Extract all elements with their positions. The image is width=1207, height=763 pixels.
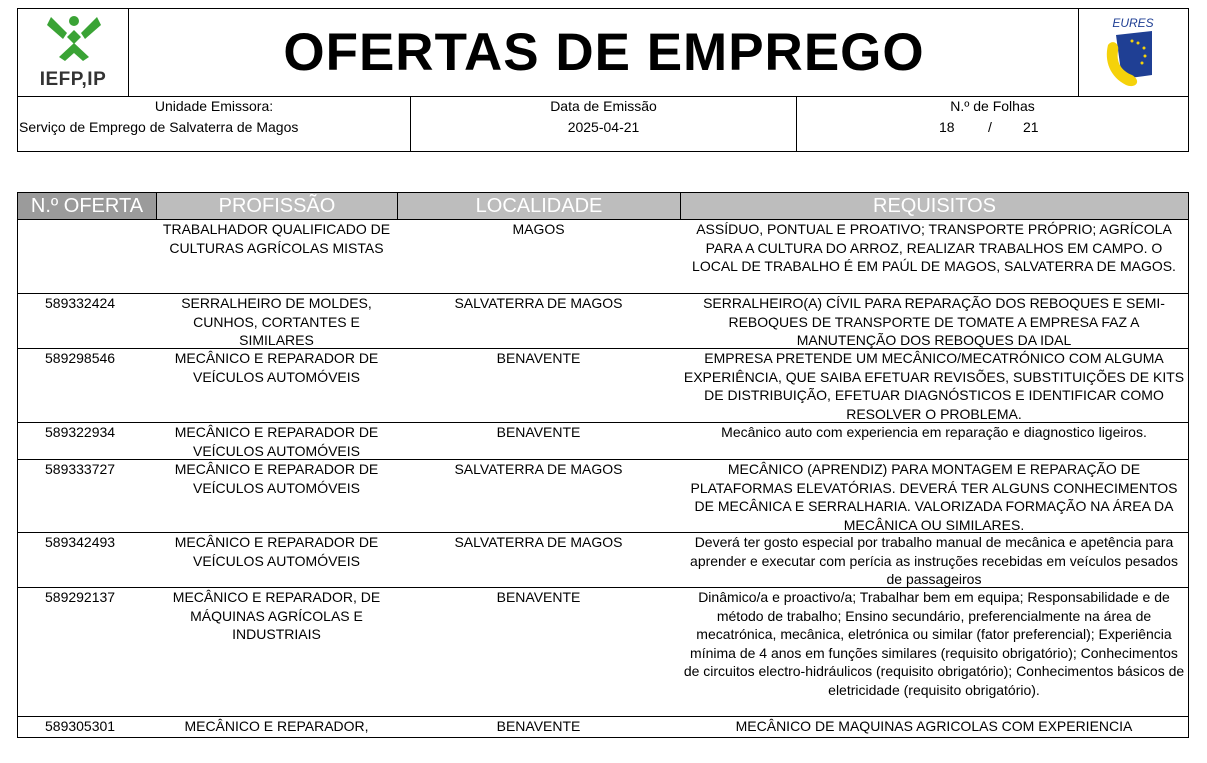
- cell-oferta: 589292137: [45, 589, 116, 605]
- cell-profissao: MECÂNICO E REPARADOR DE VEÍCULOS AUTOMÓVEIS: [174, 534, 379, 569]
- table-row: [18, 460, 1188, 533]
- cell-localidade: SALVATERRA DE MAGOS: [454, 534, 623, 550]
- cell-localidade: BENAVENTE: [496, 424, 581, 440]
- folha-total: 21: [1023, 119, 1039, 135]
- iefp-logo-icon: [45, 13, 103, 65]
- table-row: [18, 423, 1188, 460]
- folha-separator: /: [988, 119, 992, 135]
- numero-folhas-label: N.º de Folhas: [950, 98, 1035, 114]
- header-top-row: [18, 9, 1188, 97]
- cell-profissao: MECÂNICO E REPARADOR DE VEÍCULOS AUTOMÓVEIS: [174, 461, 379, 496]
- document-header: [17, 8, 1189, 152]
- cell-localidade: SALVATERRA DE MAGOS: [454, 295, 623, 311]
- table-row: [18, 533, 1188, 588]
- cell-localidade: BENAVENTE: [496, 589, 581, 605]
- cell-requisitos: EMPRESA PRETENDE UM MECÂNICO/MECATRÓNICO COM ALGUMA EXPERIÊNCIA, QUE SAIBA EFETUAR REVISÕES, SUBSTITUIÇÕES DE KITS DE DISTRIBUIÇÃO, EFETUAR DIAGNÓSTICOS E IDENTIFICAR COMO RESOLVER O PROBLEMA.: [683, 350, 1185, 422]
- table-row: [18, 220, 1188, 294]
- cell-oferta: 589298546: [45, 350, 116, 366]
- eures-logo: [1078, 9, 1188, 96]
- cell-profissao: MECÂNICO E REPARADOR, DE MÁQUINAS AGRÍCOLAS E INDUSTRIAIS: [172, 589, 381, 642]
- cell-requisitos: Dinâmico/a e proactivo/a; Trabalhar bem em equipa; Responsabilidade e de método de trabalho; Ensino secundário, preferencialmente na área de mecatrónica, mecânica, eletrónica ou similar (fator preferencial); Experiência mínima de 4 anos em funções similares (requisito obrigatório); Conhecimentos de circuitos electro-hidráulicos (requisito obrigatório); Conhecimentos básicos de eletricidade (requisito obrigatório).: [683, 589, 1185, 698]
- iefp-logo: [18, 9, 129, 96]
- unidade-emissora-value: Serviço de Emprego de Salvaterra de Magos: [19, 119, 299, 135]
- data-emissao-cell: [411, 97, 797, 151]
- cell-requisitos: ASSÍDUO, PONTUAL E PROATIVO; TRANSPORTE PRÓPRIO; AGRÍCOLA PARA A CULTURA DO ARROZ, REALIZAR TRABALHOS EM CAMPO. O LOCAL DE TRABALHO É EM PAÚL DE MAGOS, SALVATERRA DE MAGOS.: [692, 221, 1176, 274]
- unidade-emissora-label: Unidade Emissora:: [154, 98, 274, 114]
- cell-oferta: 589332424: [45, 295, 116, 311]
- data-emissao-value: 2025-04-21: [567, 119, 640, 135]
- cell-requisitos: MECÂNICO DE MAQUINAS AGRICOLAS COM EXPERIENCIA: [735, 718, 1133, 734]
- cell-oferta: 589342493: [45, 534, 116, 550]
- table-row: [18, 717, 1188, 737]
- header-info-row: [18, 97, 1188, 151]
- cell-localidade: BENAVENTE: [496, 350, 581, 366]
- iefp-logo-text: IEFP,IP: [39, 69, 107, 90]
- cell-requisitos: SERRALHEIRO(A) CÍVIL PARA REPARAÇÃO DOS REBOQUES E SEMI-REBOQUES DE TRANSPORTE DE TOMATE A EMPRESA FAZ A MANUTENÇÃO DOS REBOQUES DA IDAL: [703, 295, 1165, 348]
- cell-oferta: 589333727: [45, 461, 116, 477]
- cell-profissao: MECÂNICO E REPARADOR,: [184, 718, 369, 734]
- table-row: [18, 349, 1188, 423]
- eures-logo-text: EURES: [1112, 16, 1154, 30]
- cell-requisitos: MECÂNICO (APRENDIZ) PARA MONTAGEM E REPARAÇÃO DE PLATAFORMAS ELEVATÓRIAS. DEVERÁ TER ALGUNS CONHECIMENTOS DE MECÂNICA E SERRALHARIA. VALORIZADA FORMAÇÃO NA ÁREA DA MECÂNICA OU SIMILARES.: [690, 461, 1178, 533]
- table-header: [18, 193, 1188, 220]
- cell-localidade: BENAVENTE: [496, 718, 581, 734]
- folha-atual: 18: [939, 119, 955, 135]
- cell-requisitos: Deverá ter gosto especial por trabalho manual de mecânica e apetência para aprender e executar com perícia as instruções recebidas em veículos pesados de passageiros: [690, 534, 1178, 587]
- cell-localidade: SALVATERRA DE MAGOS: [454, 461, 623, 477]
- cell-localidade: MAGOS: [512, 221, 565, 237]
- cell-oferta: 589322934: [45, 424, 116, 440]
- cell-profissao: MECÂNICO E REPARADOR DE VEÍCULOS AUTOMÓVEIS: [174, 424, 379, 459]
- cell-requisitos: Mecânico auto com experiencia em reparação e diagnostico ligeiros.: [721, 424, 1147, 440]
- table-row: [18, 294, 1188, 349]
- cell-profissao: TRABALHADOR QUALIFICADO DE CULTURAS AGRÍCOLAS MISTAS: [162, 221, 391, 256]
- page-title: OFERTAS DE EMPREGO: [283, 23, 925, 82]
- cell-profissao: MECÂNICO E REPARADOR DE VEÍCULOS AUTOMÓVEIS: [174, 350, 379, 385]
- column-header-oferta: N.º OFERTA: [18, 193, 156, 219]
- unidade-emissora-cell: [18, 97, 411, 151]
- column-header-requisitos: REQUISITOS: [680, 193, 1188, 219]
- cell-profissao: SERRALHEIRO DE MOLDES, CUNHOS, CORTANTES E SIMILARES: [181, 295, 372, 348]
- table-row: [18, 588, 1188, 717]
- numero-folhas-cell: [797, 97, 1188, 151]
- cell-oferta: 589305301: [45, 718, 116, 734]
- column-header-profissao: PROFISSÃO: [156, 193, 397, 219]
- offers-table: [17, 192, 1189, 738]
- column-header-localidade: LOCALIDADE: [397, 193, 680, 219]
- data-emissao-label: Data de Emissão: [550, 98, 657, 114]
- eures-logo-icon: [1102, 15, 1164, 91]
